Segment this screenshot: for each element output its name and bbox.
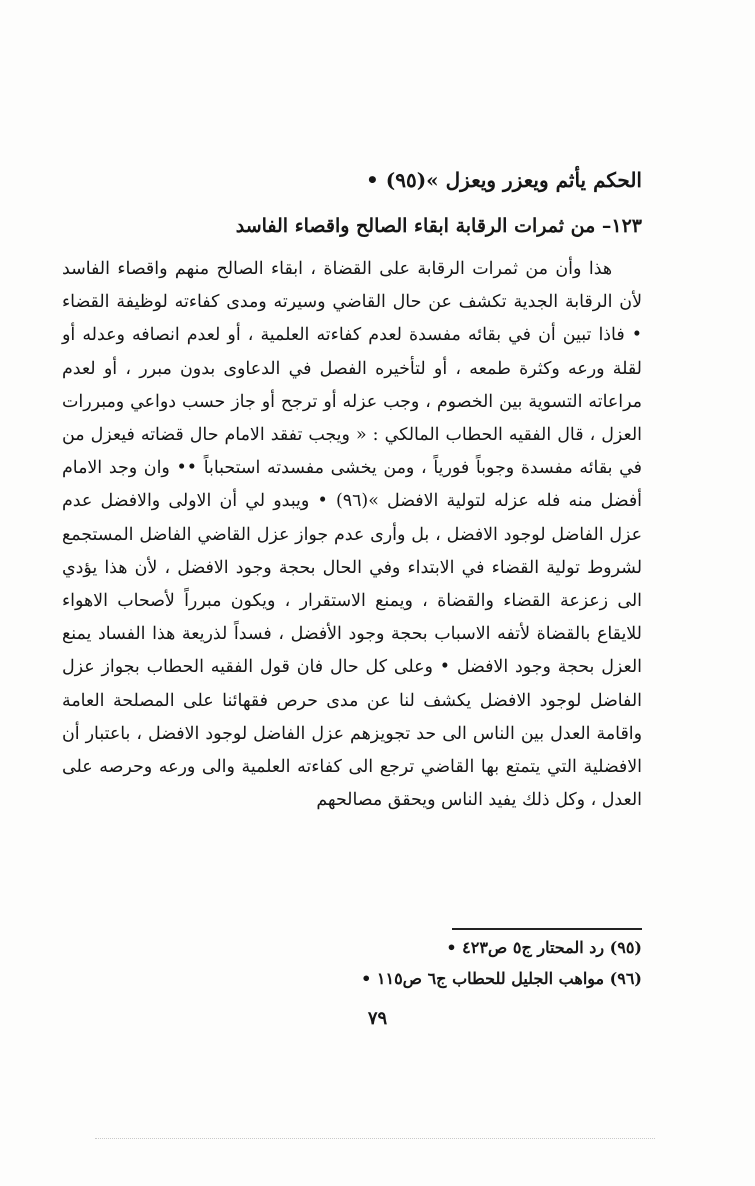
section-heading: ١٢٣– من ثمرات الرقابة ابقاء الصالح واقصاء الفاسد bbox=[235, 215, 642, 237]
footnote-96: (٩٦) مواهب الجليل للحطاب ج٦ ص١١٥ • bbox=[361, 969, 642, 988]
body-text bbox=[62, 253, 642, 817]
body-paragraph: هذا وأن من ثمرات الرقابة على القضاة ، ابقاء الصالح منهم واقصاء الفاسد لأن الرقابة الجدية تكشف عن حال القاضي وسيرته ومدى كفاءته لوظيفة القضاء • فاذا تبين أن في بقائه مفسدة لعدم كفاءته العلمية ، أو لعدم انصافه وعدله أو لقلة ورعه وكثرة طمعه ، أو لتأخيره الفصل في الدعاوى بدون مبرر ، أو لعدم مراعاته التسوية بين الخصوم ، وجب عزله أو ترجح أو جاز حسب دواعي ومبررات العزل ، قال الفقيه الحطاب المالكي : « ويجب تفقد الامام حال قضاته فيعزل من في بقائه مفسدة وجوباً فورياً ، ومن يخشى مفسدته استحباباً •• وان وجد الامام أفضل منه فله عزله لتولية الافضل »(٩٦) • ويبدو لي أن الاولى والافضل عدم عزل الفاضل لوجود الافضل ، بل وأرى عدم جواز عزل القاضي الفاضل المستجمع لشروط تولية القضاء في الابتداء وفي الحال بحجة وجود الافضل ، لأن هذا يؤدي الى زعزعة القضاء والقضاة ، ويمنع الاستقرار ، ويكون مبرراً لأصحاب الاهواء للايقاع بالقضاة لأتفه الاسباب بحجة وجود الأفضل ، فسداً لذريعة هذا الفساد يمنع العزل بحجة وجود الافضل • وعلى كل حال فان قول الفقيه الحطاب بجواز عزل الفاضل لوجود الافضل يكشف لنا عن مدى حرص فقهائنا على المصلحة العامة واقامة العدل بين الناس الى حد تجويزهم عزل الفاضل لوجود الافضل ، باعتبار أن الافضلية التي يتمتع بها القاضي ترجع الى كفاءته العلمية والى ورعه وحرصه على العدل ، وكل ذلك يفيد الناس ويحقق مصالحهم bbox=[62, 259, 642, 811]
footnotes bbox=[222, 932, 642, 994]
footnote-95: (٩٥) رد المحتار ج٥ ص٤٢٣ • bbox=[446, 938, 642, 957]
scan-edge-divider bbox=[95, 1138, 655, 1139]
page-number: ٧٩ bbox=[367, 1008, 388, 1029]
opening-line: الحكم يأثم ويعزر ويعزل »(٩٥) • bbox=[366, 168, 642, 192]
footnote-divider bbox=[452, 928, 642, 930]
